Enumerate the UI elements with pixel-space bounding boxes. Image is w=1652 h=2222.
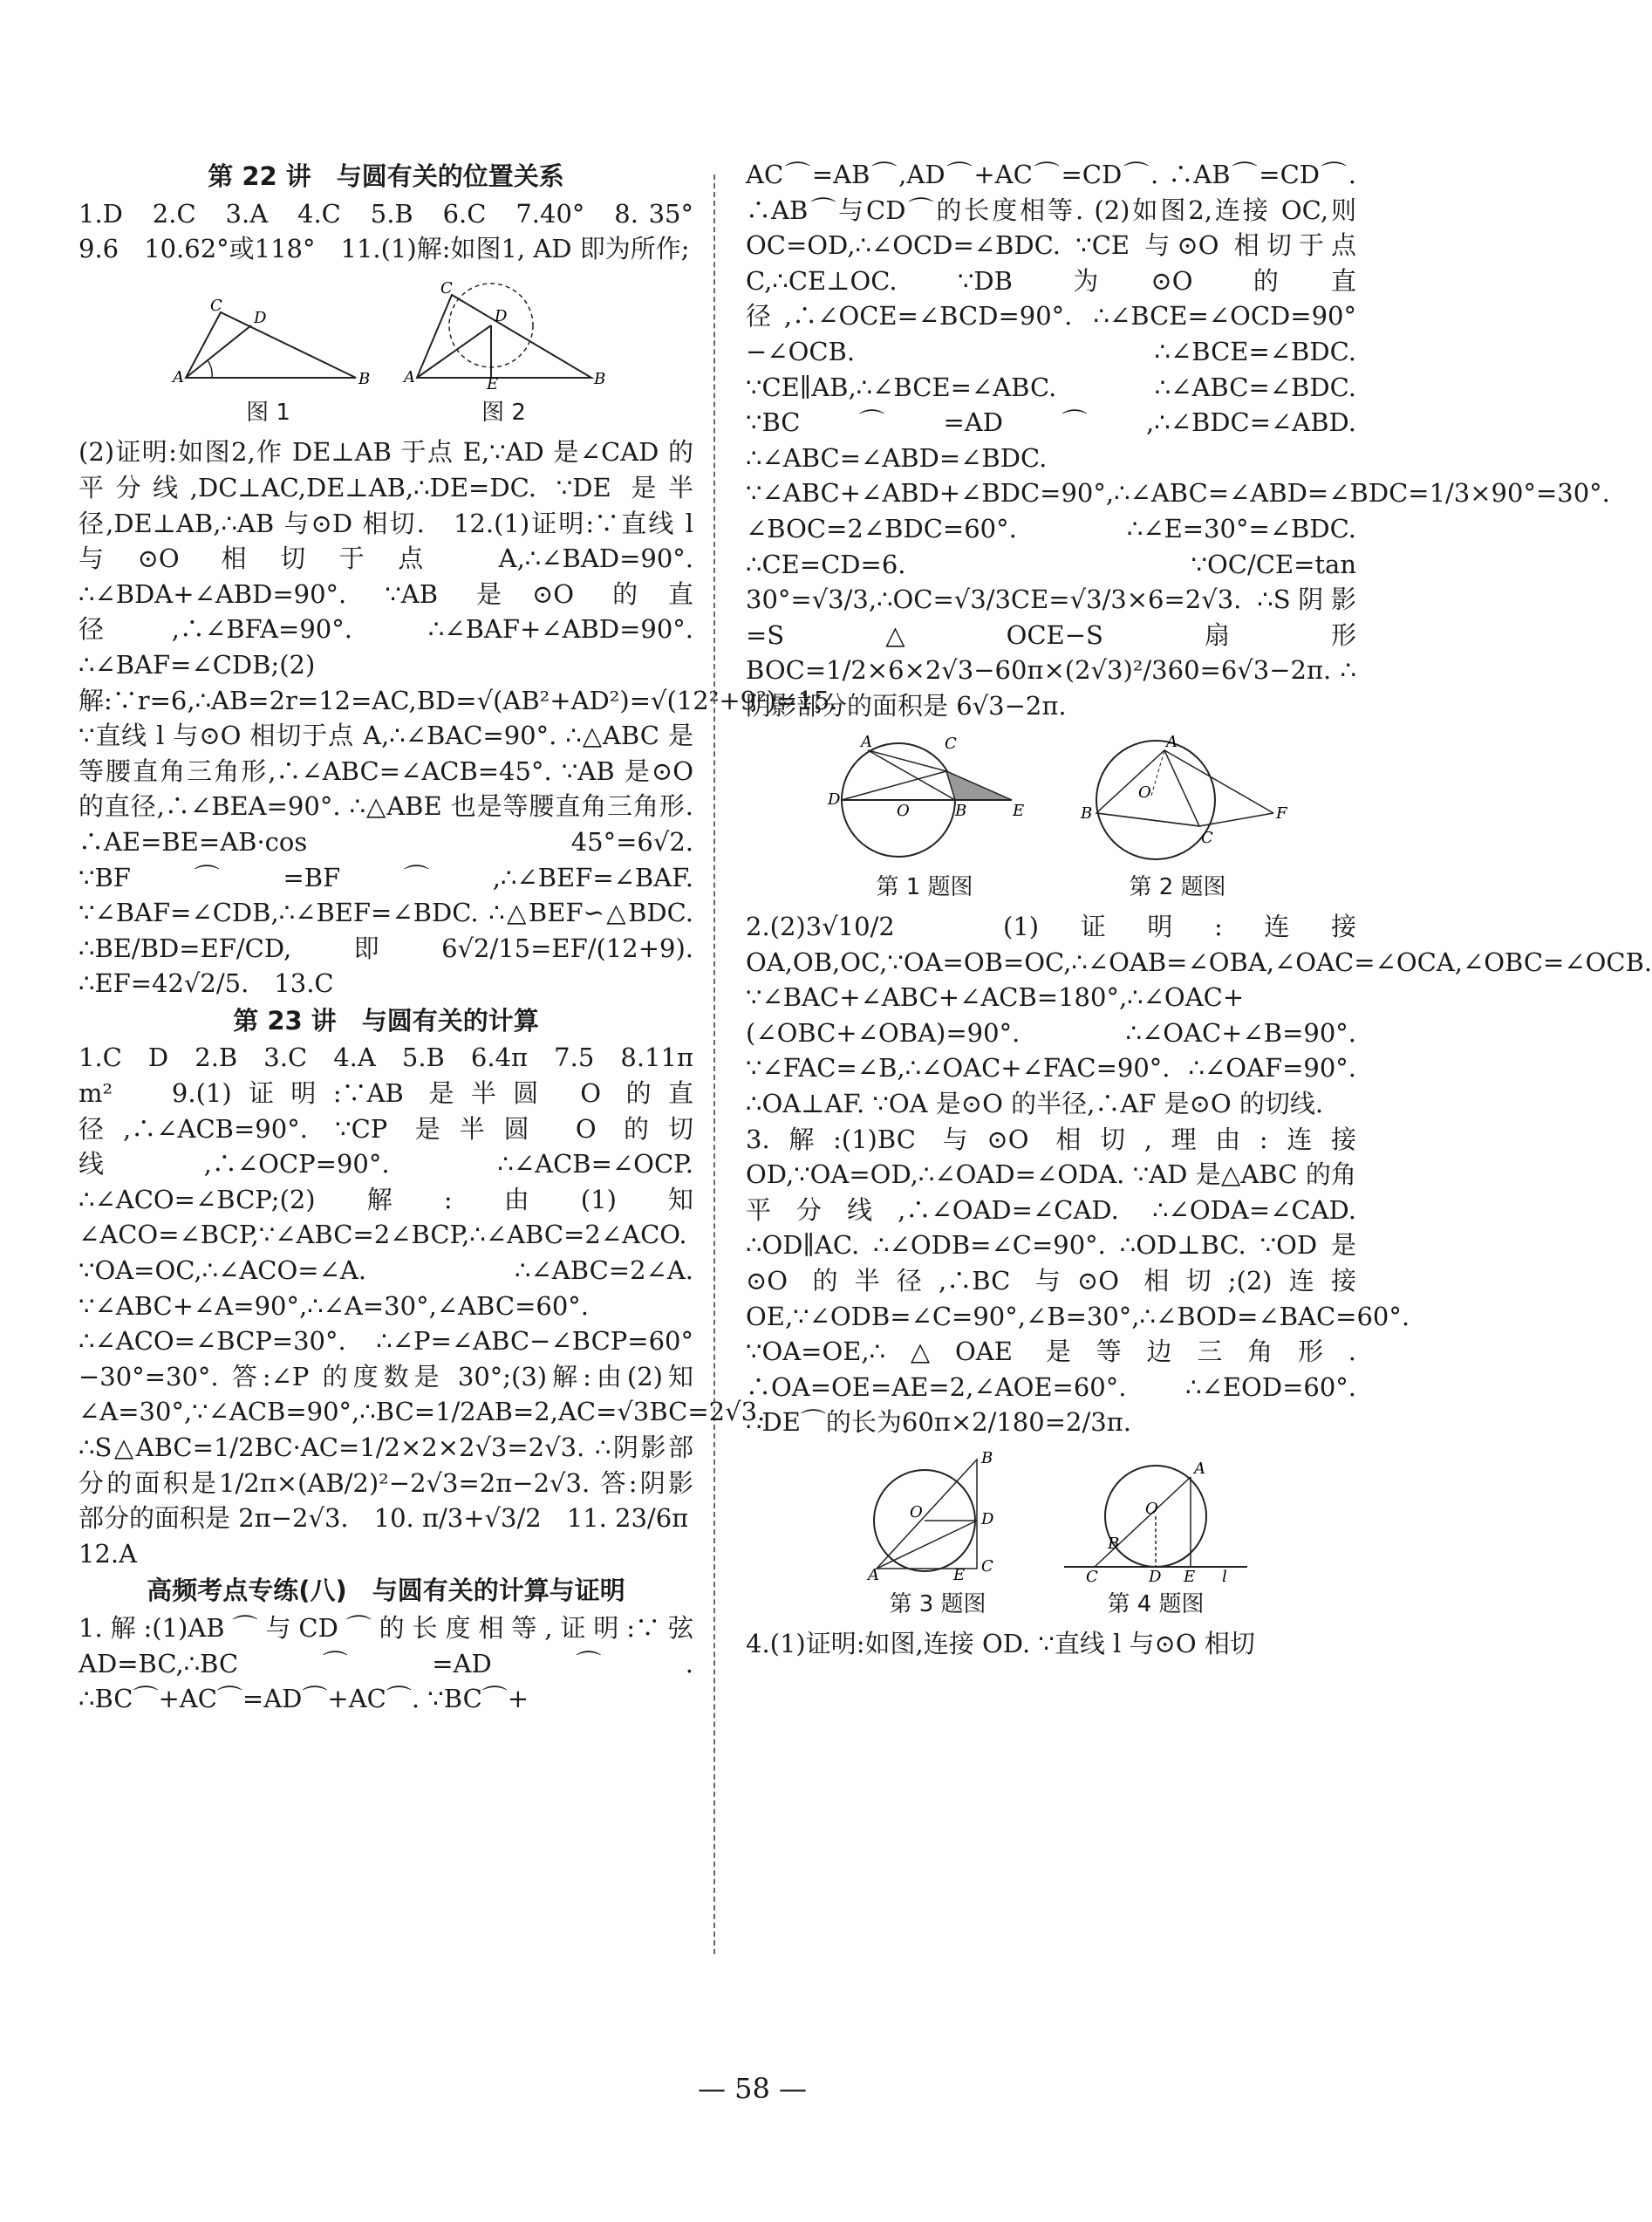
svg-text:B: B [593,369,605,388]
svg-text:F: F [1276,803,1287,823]
circle-diagram-q3 [850,1451,1025,1582]
svg-text:D: D [1149,1568,1162,1586]
svg-text:O: O [897,801,910,820]
svg-text:C: C [1086,1568,1098,1586]
figure-q4 [1060,1451,1252,1617]
figure-q3 [850,1451,1025,1617]
figure-row-1-2 [79,277,693,427]
svg-text:O: O [1138,783,1151,802]
figure-1 [168,277,369,427]
svg-text:C: C [981,1557,993,1576]
answer-text: 2.(2)3√10/2 (1)证明:连接 OA,OB,OC,∵OA=OB=OC,∴∠OAB=∠OBA,∠OAC=∠OCA,∠OBC=∠OCB. ∵∠BAC+∠ABC+∠ACB=180°,∴∠OAC+(∠OBC+∠OBA)=90°. ∴∠OAC+∠B=90°. ∵∠FAC=∠B,∴∠OAC+∠FAC=90°. ∴∠OAF=90°. ∴OA⊥AF. ∵OA 是⊙O 的半径,∴AF 是⊙O 的切线. [746,912,1652,1119]
left-column [79,157,838,1717]
svg-text:C: C [1201,828,1213,847]
svg-text:E: E [1184,1568,1196,1586]
svg-text:O: O [910,1503,923,1521]
section-22-title: 第 22 讲 与圆有关的位置关系 [208,161,564,191]
page-number: — 58 — [697,2072,808,2105]
figure-q3-caption: 第 3 题图 [889,1590,986,1617]
svg-text:E: E [1013,801,1025,820]
circle-diagram-q2 [1068,732,1287,865]
answer-text: 12.A [79,1538,138,1569]
svg-text:D: D [981,1510,994,1528]
column-divider [713,174,715,1954]
figure-q1 [816,732,1034,901]
svg-text:A: A [403,367,415,386]
answer-text: 1.解:(1)AB⌒与CD⌒的长度相等,证明:∵弦 AD=BC,∴BC⌒=AD⌒. ∴BC⌒+AC⌒=AD⌒+AC⌒. ∵BC⌒+ [79,1612,693,1714]
svg-text:A: A [1166,732,1178,751]
svg-text:l: l [1222,1568,1227,1586]
circle-diagram-q4 [1060,1451,1252,1586]
figure-1-caption: 图 1 [246,400,290,427]
svg-text:A: A [172,367,184,386]
figure-row-q3-q4 [746,1451,1356,1617]
section-8-title: 高频考点专练(八) 与圆有关的计算与证明 [147,1576,625,1606]
triangle-diagram-2 [404,277,604,391]
answer-text: 3.解:(1)BC 与⊙O 相切,理由:连接 OD,∵OA=OD,∴∠OAD=∠ODA. ∵AD 是△ABC 的角平分线,∴∠OAD=∠CAD. ∴∠ODA=∠CAD. ∴OD∥AC. ∴∠ODB=∠C=90°. ∴OD⊥BC. ∵OD 是⊙O 的半径,∴BC 与⊙O 相切;(2)连接 OE,∵∠ODB=∠C=90°,∠B=30°,∴∠BOD=∠BAC=60°. ∵OA=OE,∴△OAE 是等边三角形. ∴OA=OE=AE=2,∠AOE=60°. ∴∠EOD=60°. ∴DE⌒的长为60π×2/180=2/3π. [746,1124,1410,1438]
figure-row-q1-q2 [746,732,1356,901]
figure-q2 [1068,732,1287,901]
figure-2-caption: 图 2 [481,400,526,427]
svg-text:D: D [253,308,266,327]
answer-text: 4.(1)证明:如图,连接 OD. ∵直线 l 与⊙O 相切 [746,1628,1255,1658]
svg-text:E: E [486,374,498,393]
svg-text:D: D [494,306,507,325]
svg-text:B: B [358,369,370,388]
svg-text:O: O [1145,1500,1158,1518]
svg-text:A: A [868,1566,879,1584]
svg-text:E: E [953,1566,966,1584]
answer-text: AC⌒=AB⌒,AD⌒+AC⌒=CD⌒. ∴AB⌒=CD⌒. ∴AB⌒与CD⌒的长度相等. (2)如图2,连接 OC,则 OC=OD,∴∠OCD=∠BDC. ∵CE 与⊙O 相切于点 C,∴CE⊥OC. ∵DB 为⊙O 的直径,∴∠OCE=∠BCD=90°. ∴∠BCE=∠OCD=90°−∠OCB. ∴∠BCE=∠BDC. ∵CE∥AB,∴∠BCE=∠ABC. ∴∠ABC=∠BDC. ∵BC⌒=AD⌒,∴∠BDC=∠ABD. ∴∠ABC=∠ABD=∠BDC. ∵∠ABC+∠ABD+∠BDC=90°,∴∠ABC=∠ABD=∠BDC=1/3×90°=30°. ∠BOC=2∠BDC=60°. ∴∠E=30°=∠BDC. ∴CE=CD=6. ∵OC/CE=tan 30°=√3/3,∴OC=√3/3CE=√3/3×6=2√3. ∴S阴影=S△OCE−S扇形BOC=1/2×6×2√3−60π×(2√3)²/360=6√3−2π. ∴阴影部分的面积是 6√3−2π. [746,160,1610,721]
circle-diagram-q1 [816,732,1034,865]
svg-text:B: B [1081,803,1093,823]
svg-text:C: C [209,296,222,315]
svg-text:A: A [1194,1460,1205,1478]
svg-text:B: B [981,1449,993,1467]
figure-q2-caption: 第 2 题图 [1129,874,1226,901]
svg-text:B: B [955,801,967,820]
figure-q4-caption: 第 4 题图 [1107,1590,1205,1617]
section-23-title: 第 23 讲 与圆有关的计算 [233,1005,539,1036]
answer-text: 1.C D 2.B 3.C 4.A 5.B 6.4π 7.5 8.11π m² 9.(1)证明:∵AB 是半圆 O 的直径,∴∠ACB=90°. ∵CP 是半圆 O 的切线,∴∠OCP=90°. ∴∠ACB=∠OCP. ∴∠ACO=∠BCP;(2)解:由(1)知∠ACO=∠BCP,∵∠ABC=2∠BCP,∴∠ABC=2∠ACO. ∵OA=OC,∴∠ACO=∠A. ∴∠ABC=2∠A. ∵∠ABC+∠A=90°,∴∠A=30°,∠ABC=60°. ∴∠ACO=∠BCP=30°. ∴∠P=∠ABC−∠BCP=60°−30°=30°. 答:∠P 的度数是 30°;(3)解:由(2)知∠A=30°,∵∠ACB=90°,∴BC=1/2AB=2,AC=√3BC=2√3. ∴S△ABC=1/2BC·AC=1/2×2×2√3=2√3. ∴阴影部分的面积是1/2π×(AB/2)²−2√3=2π−2√3. 答:阴影部分的面积是 2π−2√3. 10. π/3+√3/2 11. 23/6π [79,1043,766,1534]
svg-text:C: C [440,278,453,297]
svg-text:D: D [828,790,841,809]
answer-text: (2)证明:如图2,作 DE⊥AB 于点 E,∵AD 是∠CAD 的平分线,DC⊥AC,DE⊥AB,∴DE=DC. ∵DE 是半径,DE⊥AB,∴AB 与⊙D 相切. 12.(1)证明:∵直线 l 与⊙O 相切于点 A,∴∠BAD=90°. ∴∠BDA+∠ABD=90°. ∵AB 是⊙O 的直径,∴∠BFA=90°. ∴∠BAF+∠ABD=90°. ∴∠BAF=∠CDB;(2)解:∵r=6,∴AB=2r=12=AC,BD=√(AB²+AD²)=√(12²+9²)=15. ∵直线 l 与⊙O 相切于点 A,∴∠BAC=90°. ∴△ABC 是等腰直角三角形,∴∠ABC=∠ACB=45°. ∵AB 是⊙O 的直径,∴∠BEA=90°. ∴△ABE 也是等腰直角三角形. ∴AE=BE=AB·cos 45°=6√2. ∵BF⌒=BF⌒,∴∠BEF=∠BAF. ∵∠BAF=∠CDB,∴∠BEF=∠BDC. ∴△BEF∽△BDC. ∴BE/BD=EF/CD,即6√2/15=EF/(12+9). ∴EF=42√2/5. 13.C [79,437,838,999]
figure-2 [404,277,604,427]
svg-text:A: A [861,732,872,751]
right-column [746,157,1652,1661]
triangle-diagram-1 [168,277,369,391]
figure-q1-caption: 第 1 题图 [876,874,973,901]
svg-text:B: B [1108,1535,1120,1553]
svg-text:C: C [945,734,957,753]
answer-text: 1.D 2.C 3.A 4.C 5.B 6.C 7.40° 8. 35° 9.6 10.62°或118° 11.(1)解:如图1, AD 即为所作; [79,198,720,264]
